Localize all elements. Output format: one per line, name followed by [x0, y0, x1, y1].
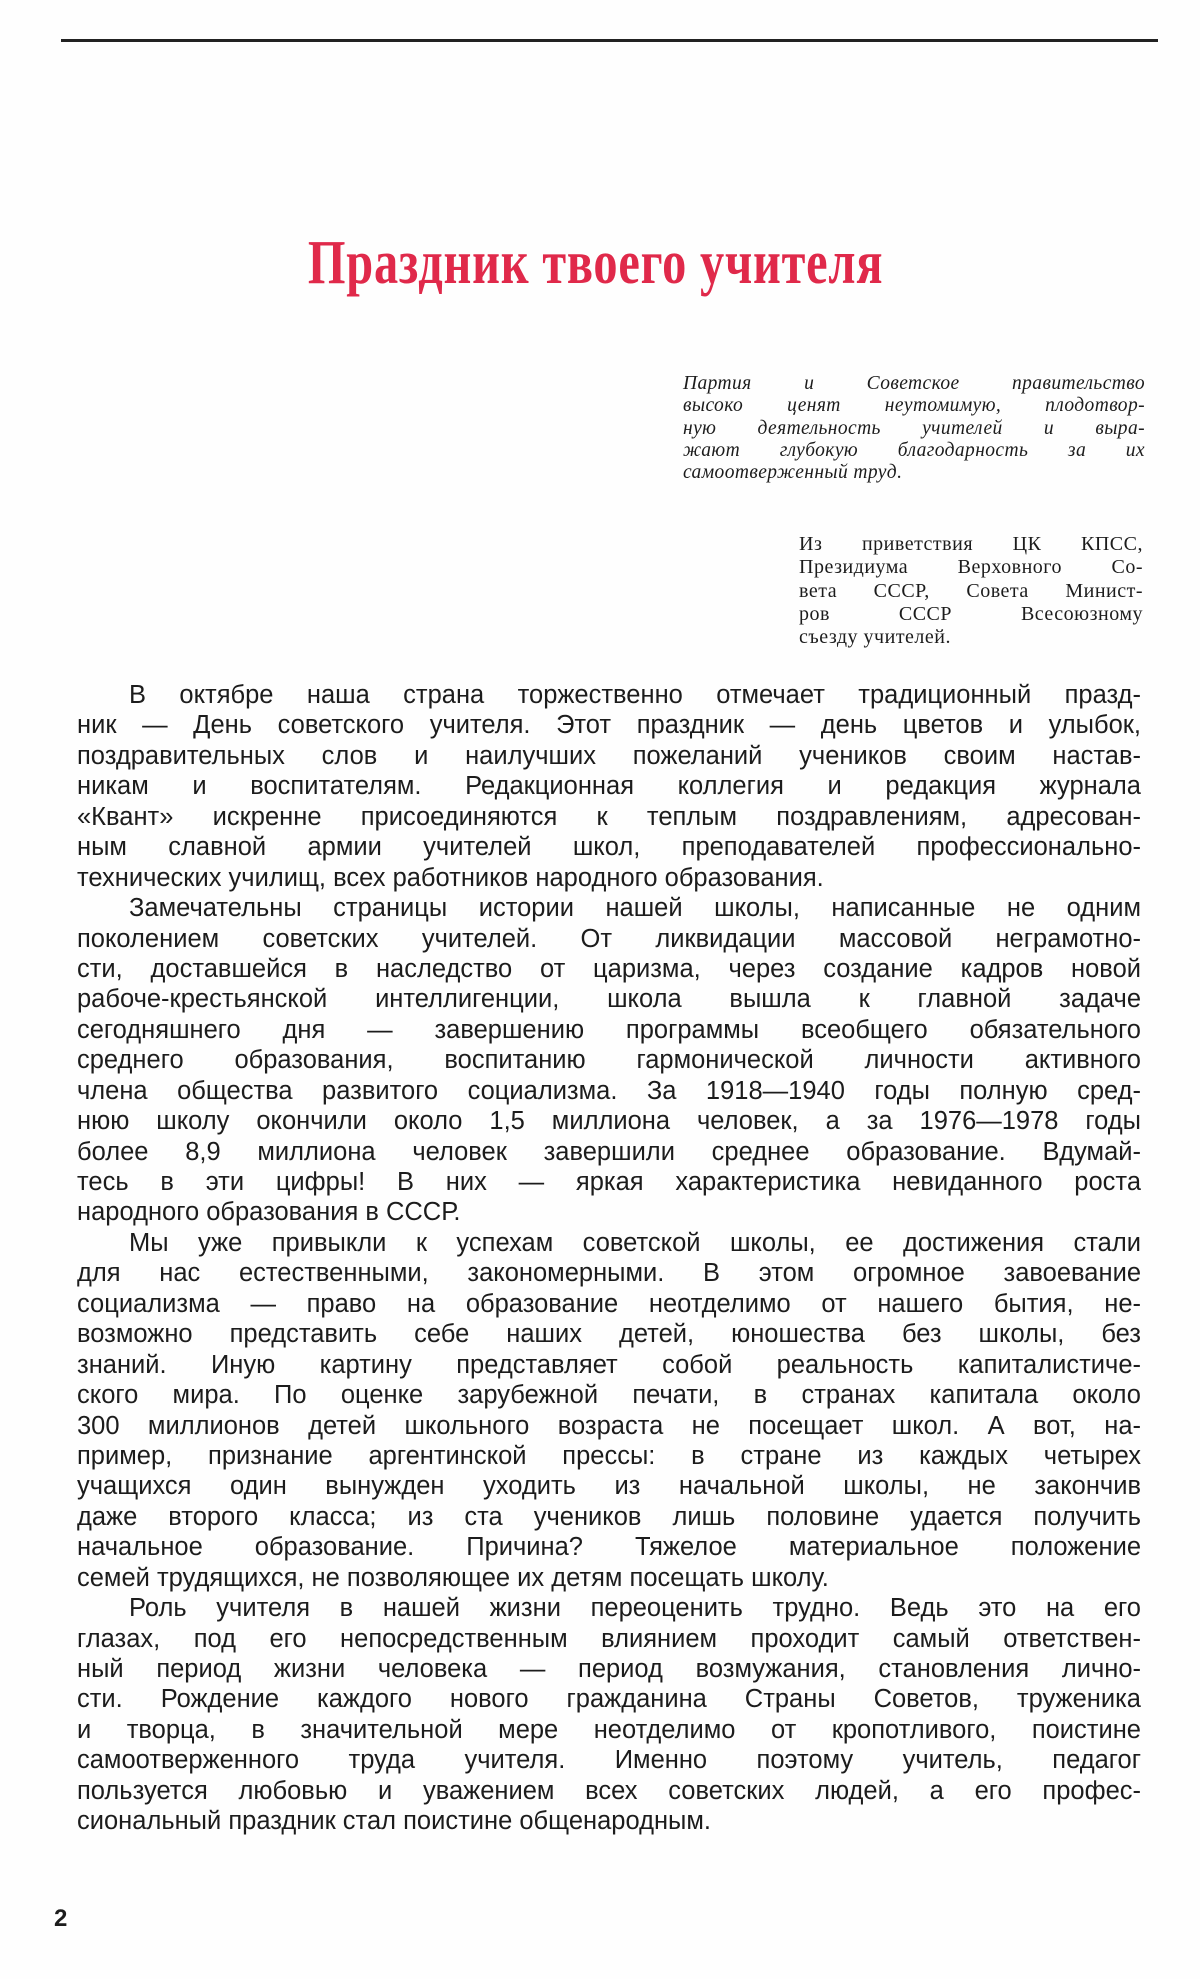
article-line: учащихся один вынужден уходить из начальной школы, не закончив	[77, 1472, 1141, 1501]
article-line: технических училищ, всех работников народного образования.	[77, 863, 824, 892]
article-line: ным славной армии учителей школ, преподавателей профессионально-	[77, 833, 1141, 862]
article-line: сти. Рождение каждого нового гражданина Страны Советов, труженика	[77, 1685, 1141, 1714]
article-line: глазах, под его непосредственным влиянием проходит самый ответствен-	[77, 1624, 1141, 1653]
article-line: Мы уже привыкли к успехам советской школы, ее достижения стали	[129, 1228, 1141, 1257]
article-line: Роль учителя в нашей жизни переоценить трудно. Ведь это на его	[129, 1594, 1141, 1623]
article-line: и творца, в значительной мере неотделимо от кропотливого, поистине	[77, 1715, 1141, 1744]
article-line: народного образования в СССР.	[77, 1198, 461, 1227]
article-line: самоотверженного труда учителя. Именно поэтому учитель, педагог	[77, 1746, 1141, 1775]
article-line: для нас естественными, закономерными. В этом огромное завоевание	[77, 1259, 1141, 1288]
article-line: тесь в эти цифры! В них — яркая характеристика невиданного роста	[77, 1168, 1141, 1196]
article-line: ник — День советского учителя. Этот праздник — день цветов и улыбок,	[77, 711, 1141, 740]
article-line: начальное образование. Причина? Тяжелое материальное положение	[77, 1533, 1141, 1562]
article-line: даже второго класса; из ста учеников лишь половине удается получить	[77, 1502, 1141, 1531]
article-line: никам и воспитателям. Редакционная коллегия и редакция журнала	[77, 772, 1141, 801]
article-line: социализма — право на образование неотделимо от нашего бытия, не-	[77, 1289, 1141, 1318]
article-line: сегодняшнего дня — завершению программы всеобщего обязательного	[77, 1015, 1141, 1044]
epigraph-source	[799, 533, 1143, 649]
article-line: среднего образования, воспитанию гармонической личности активного	[77, 1046, 1141, 1075]
article-line: возможно представить себе наших детей, юношества без школы, без	[77, 1320, 1141, 1349]
article-line: 300 миллионов детей школьного возраста не посещает школ. А вот, на-	[77, 1411, 1141, 1440]
page-title	[128, 229, 1064, 297]
article-line: семей трудящихся, не позволяющее их детям посещать школу.	[77, 1563, 829, 1592]
article-line: более 8,9 миллиона человек завершили среднее образование. Вдумай-	[77, 1137, 1141, 1166]
article-line: «Квант» искренне присоединяются к теплым поздравлениям, адресован-	[77, 802, 1141, 831]
article-line: поздравительных слов и наилучших пожеланий учеников своим настав-	[77, 741, 1141, 770]
article-line: нюю школу окончили около 1,5 миллиона человек, а за 1976—1978 годы	[77, 1107, 1141, 1136]
article-line: пример, признание аргентинской прессы: в стране из каждых четырех	[77, 1441, 1141, 1470]
article-line: В октябре наша страна торжественно отмечает традиционный празд-	[129, 681, 1141, 709]
article-line: рабоче-крестьянской интеллигенции, школа вышла к главной задаче	[77, 985, 1141, 1014]
epigraph-source-line: Из приветствия ЦК КПСС,	[799, 533, 1143, 555]
page-title-text: Праздник твоего учителя	[307, 229, 884, 297]
article-line: сиональный праздник стал поистине общенародным.	[77, 1807, 711, 1836]
page-number: 2	[54, 1905, 68, 1932]
article-paragraph	[77, 893, 1141, 1228]
epigraph-quote	[683, 373, 1145, 484]
article-paragraph	[77, 1593, 1141, 1837]
article-line: ный период жизни человека — период возмужания, становления лично-	[77, 1655, 1141, 1683]
article-line: члена общества развитого социализма. За 1918—1940 годы полную сред-	[77, 1076, 1141, 1105]
epigraph-line: высоко ценят неутомимую, плодотвор-	[683, 395, 1145, 417]
epigraph-source-line: Президиума Верховного Со-	[799, 556, 1143, 579]
article-line: знаний. Иную картину представляет собой реальность капиталистиче-	[77, 1350, 1141, 1379]
epigraph-line: жают глубокую благодарность за их	[683, 439, 1145, 461]
article-body	[77, 680, 1141, 1837]
article-line: поколением советских учителей. От ликвидации массовой неграмотно-	[77, 924, 1141, 953]
epigraph-source-line: съезду учителей.	[799, 626, 951, 649]
article-line: пользуется любовью и уважением всех советских людей, а его профес-	[77, 1776, 1141, 1805]
epigraph-source-line: вета СССР, Совета Минист-	[799, 579, 1143, 602]
article-paragraph	[77, 1228, 1141, 1593]
article-line: Замечательны страницы истории нашей школы, написанные не одним	[129, 894, 1141, 923]
top-rule	[61, 39, 1158, 42]
article-paragraph	[77, 680, 1141, 893]
epigraph-source-line: ров СССР Всесоюзному	[799, 602, 1143, 625]
epigraph-line: ную деятельность учителей и выра-	[683, 417, 1145, 439]
article-line: сти, доставшейся в наследство от царизма, через создание кадров новой	[77, 954, 1141, 983]
article-line: ского мира. По оценке зарубежной печати, в странах капитала около	[77, 1381, 1141, 1410]
epigraph-line: самоотверженный труд.	[683, 462, 903, 484]
epigraph-line: Партия и Советское правительство	[683, 373, 1145, 394]
